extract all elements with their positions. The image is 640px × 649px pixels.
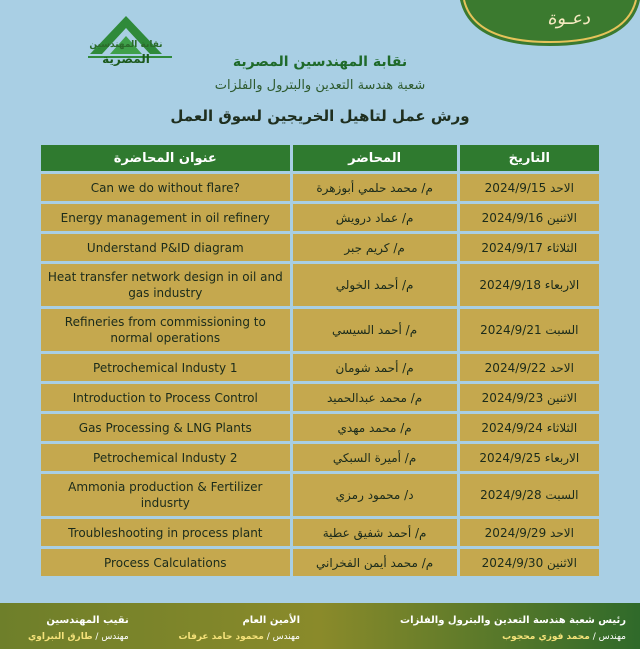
header-topic: عنوان المحاضرة (41, 145, 290, 171)
lecturer-cell: د/ محمود رمزي (293, 474, 457, 516)
signature-division-head (400, 612, 626, 646)
date-cell: الاحد 2024/9/22 (460, 354, 599, 381)
page-title: ورش عمل لتاهيل الخريجين لسوق العمل (170, 107, 470, 125)
topic-cell: Can we do without flare? (41, 174, 290, 201)
date-cell: الاثنين 2024/9/23 (460, 384, 599, 411)
topic-cell: Understand P&ID diagram (41, 234, 290, 261)
table-row (41, 309, 599, 351)
date-cell: الاثنين 2024/9/16 (460, 204, 599, 231)
footer-signatures (0, 603, 640, 649)
date-cell: الاربعاء 2024/9/25 (460, 444, 599, 471)
lecturer-cell: م/ أحمد السيسي (293, 309, 457, 351)
division-name: شعبة هندسة التعدين والبترول والفلزات (214, 78, 426, 93)
date-cell: الثلاثاء 2024/9/24 (460, 414, 599, 441)
header-lecturer: المحاضر (293, 145, 457, 171)
topic-cell: Energy management in oil refinery (41, 204, 290, 231)
table-row (41, 234, 599, 261)
lecturer-cell: م/ أحمد شفيق عطية (293, 519, 457, 546)
lecturer-cell: م/ أحمد شومان (293, 354, 457, 381)
org-name: نقابة المهندسين المصرية (232, 54, 408, 70)
signature-name: طارق النبراوي (28, 632, 93, 642)
signature-syndicate-head (28, 612, 129, 646)
signature-name: محمود حامد عرفات (178, 632, 264, 642)
topic-cell: Petrochemical Industy 2 (41, 444, 290, 471)
signature-prefix: مهندس / (589, 632, 626, 642)
signature-role: رئيس شعبة هندسة التعدين والبترول والفلزات (400, 615, 626, 626)
logo-text-line2: المصرية (102, 52, 150, 66)
lecturer-cell: م/ محمد أيمن الفخراني (293, 549, 457, 576)
signature-role: الأمين العام (242, 615, 300, 626)
table-row (41, 444, 599, 471)
lecturer-cell: م/ محمد حلمي أبوزهرة (293, 174, 457, 201)
signature-prefix: مهندس / (92, 632, 129, 642)
signature-role: نقيب المهندسين (46, 615, 129, 626)
lecturer-cell: م/ أميرة السبكي (293, 444, 457, 471)
logo-text-line1: نقابة المهندسين (89, 40, 163, 50)
invitation-badge (440, 0, 640, 48)
topic-cell: Troubleshooting in process plant (41, 519, 290, 546)
lecturer-cell: م/ محمد مهدي (293, 414, 457, 441)
signature-secretary-general (179, 612, 300, 646)
lecturer-cell: م/ عماد درويش (293, 204, 457, 231)
header-date: التاريخ (460, 145, 599, 171)
table-row (41, 519, 599, 546)
date-cell: السبت 2024/9/28 (460, 474, 599, 516)
table-row (41, 414, 599, 441)
table-row (41, 174, 599, 201)
workshop-schedule-table (38, 142, 602, 579)
date-cell: الاحد 2024/9/15 (460, 174, 599, 201)
table-row (41, 474, 599, 516)
date-cell: السبت 2024/9/21 (460, 309, 599, 351)
table-row (41, 384, 599, 411)
signature-name: محمد فوزي محجوب (502, 632, 590, 642)
date-cell: الاربعاء 2024/9/18 (460, 264, 599, 306)
table-row (41, 204, 599, 231)
lecturer-cell: م/ كريم جبر (293, 234, 457, 261)
table-row (41, 354, 599, 381)
table-row (41, 264, 599, 306)
topic-cell: Refineries from commissioning to normal operations (41, 309, 290, 351)
topic-cell: Process Calculations (41, 549, 290, 576)
date-cell: الاحد 2024/9/29 (460, 519, 599, 546)
topic-cell: Introduction to Process Control (41, 384, 290, 411)
topic-cell: Petrochemical Industy 1 (41, 354, 290, 381)
date-cell: الاثنين 2024/9/30 (460, 549, 599, 576)
table-header-row (41, 145, 599, 171)
date-cell: الثلاثاء 2024/9/17 (460, 234, 599, 261)
signature-prefix: مهندس / (263, 632, 300, 642)
topic-cell: Ammonia production & Fertilizer indusrty (41, 474, 290, 516)
lecturer-cell: م/ أحمد الخولي (293, 264, 457, 306)
invitation-label: دعـوة (547, 8, 590, 29)
lecturer-cell: م/ محمد عبدالحميد (293, 384, 457, 411)
table-row (41, 549, 599, 576)
topic-cell: Heat transfer network design in oil and gas industry (41, 264, 290, 306)
topic-cell: Gas Processing & LNG Plants (41, 414, 290, 441)
